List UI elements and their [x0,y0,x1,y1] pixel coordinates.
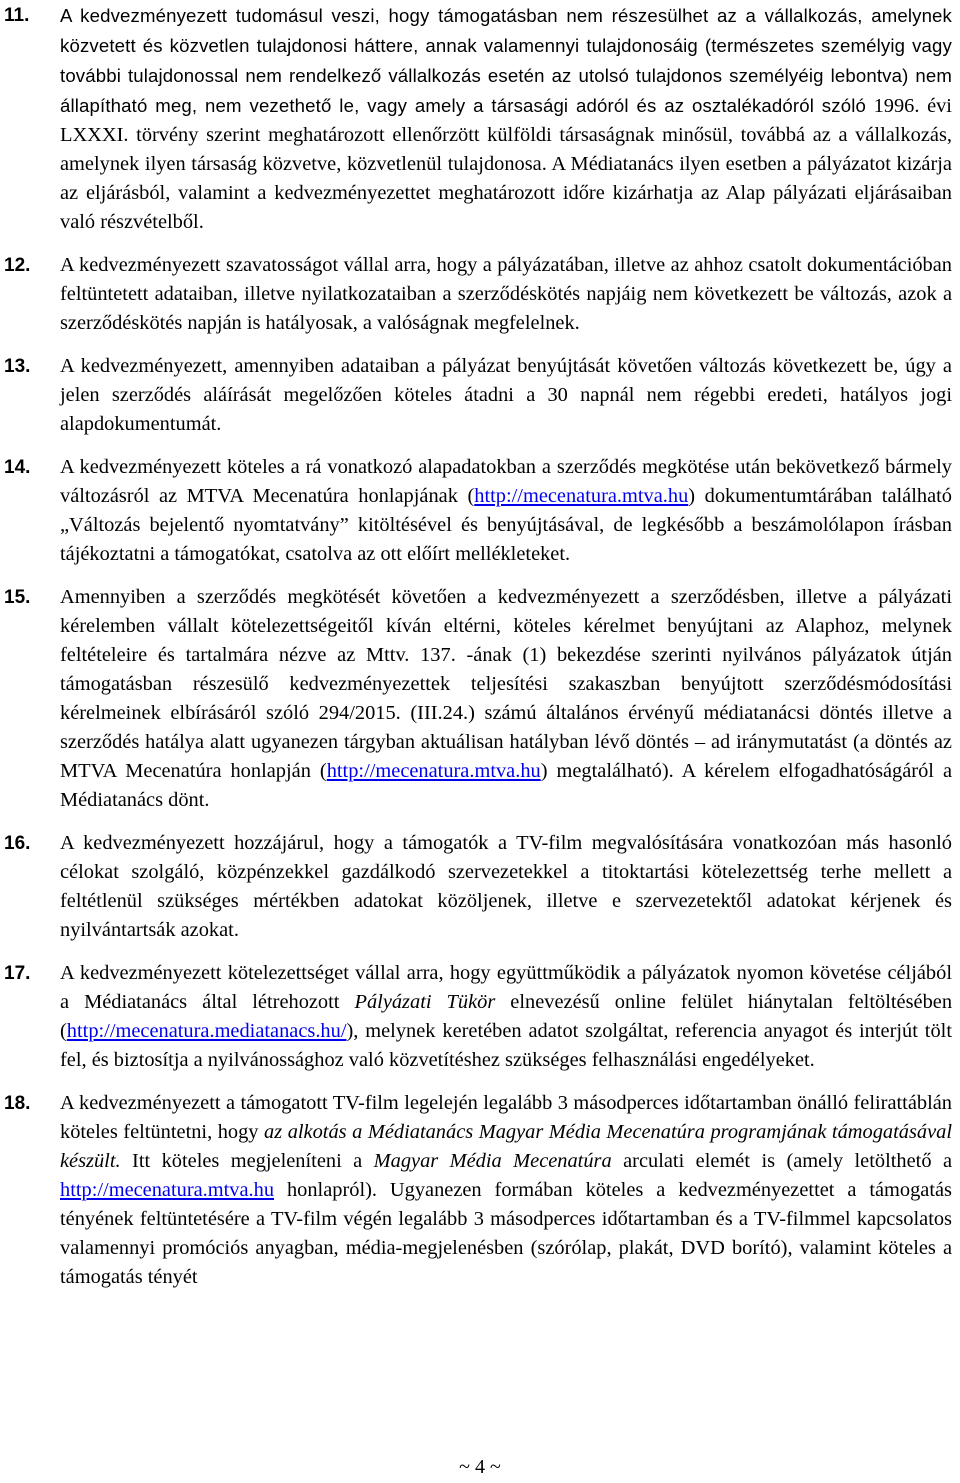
paragraph-14 [4,453,952,569]
paragraph-13 [4,352,952,439]
paragraph-text [60,583,952,815]
text-segment: Itt köteles megjeleníteni a [120,1150,374,1172]
paragraph-12 [4,251,952,338]
paragraph-11 [4,1,952,237]
text-segment: honlapról). Ugyanezen formában köteles a kedvezményezettet a támogatás tényének feltüntetésére a TV-film végén legalább 3 másodperces időtartamban és a TV-filmmel kapcsolatos valamennyi promóciós anyagban, média-megjelenésben (szórólap, plakát, DVD borító), valamint köteles a támogatás tényét [60,1179,952,1288]
paragraph-number: 12. [4,255,31,276]
paragraph-text: A kedvezményezett hozzájárul, hogy a támogatók a TV-film megvalósítására vonatkozóan más hasonló célokat szolgáló, közpénzekkel gazdálkodó szervezetekkel a titoktartási kötelezettség terhe mellett a feltétlenül szükséges mértékben adatokat közöljenek, illetve e szervezetektől adatokat kérjenek és nyilvántartsák azokat. [60,832,952,941]
text-segment: Amennyiben a szerződés megkötését követően a kedvezményezett a szerződésben, illetve a pályázati kérelemben vállalt kötelezettségeitől kíván eltérni, köteles kérelmet benyújtani az Alaphoz, melynek feltételeire és tartalmára nézve az Mttv. 137. -ának (1) bekezdése szerinti nyilvános pályázatok útján támogatásban részesülő kedvezményezettek teljesítési szakaszban benyújtott szerződésmódosítási kérelmeinek elbírásáról szóló 294/2015. (III.24.) számú általános érvényű médiatanácsi döntés illetve a szerződés hatálya alatt ugyanezen tárgyban aktuálisan hatályban lévő döntés – ad iránymutatást (a döntés az MTVA Mecenatúra honlapján ( [60,586,952,782]
text-segment: elnevezésű online felület hiánytalan feltöltésében ( [60,991,953,1042]
paragraph-15 [4,583,952,815]
text-segment: ), melynek keretében adatot szolgáltat, referencia anyagot és interjút tölt fel, és biztosítja a nyilvánossághoz való közvetítéshez szükséges felhasználási engedélyeket. [60,1020,952,1071]
paragraph-18 [4,1089,952,1292]
paragraph-text [60,453,952,569]
text-segment: A kedvezményezett kötelezettséget vállal arra, hogy együttműködik a pályázatok nyomon követése céljából a Médiatanács által létrehozott [60,962,952,1013]
italic-term: az alkotás a Médiatanács Magyar Média Mecenatúra programjának támogatásával készült. [60,1121,952,1172]
paragraph-17 [4,959,952,1075]
paragraph-text [60,1,952,237]
mecenatura-link[interactable]: http://mecenatura.mtva.hu [326,760,541,782]
paragraph-16 [4,829,952,945]
paragraph-number: 13. [4,356,31,377]
paragraph-text-serif-tail: A Médiatanács ilyen esetben a pályázatot kizárja az eljárásból, valamint a kedvezményezettet meghatározott időre kizárhatja az Alap pályázati eljárásaiban való részvételből. [60,153,952,233]
paragraph-number: 18. [4,1093,31,1114]
text-segment: A kedvezményezett köteles a rá vonatkozó alapadatokban a szerződés megkötése után bekövetkező bármely változásról az MTVA Mecenatúra honlapjának ( [60,456,952,507]
mecenatura-link[interactable]: http://mecenatura.mtva.hu [474,485,689,507]
text-segment: ) dokumentumtárában található „Változás bejelentő nyomtatvány” kitöltésével és benyújtásával, de legkésőbb a beszámolólapon írásban tájékoztatni a támogatókat, csatolva az ott előírt mellékleteket. [60,485,952,565]
paragraph-number: 14. [4,457,31,478]
paragraph-text [60,959,952,1075]
page-number-footer: ~ 4 ~ [459,1456,501,1478]
text-segment: arculati elemét is (amely letölthető a [611,1150,952,1172]
paragraph-number: 16. [4,833,31,854]
paragraph-text: A kedvezményezett, amennyiben adataiban a pályázat benyújtását követően változás következett be, úgy a jelen szerződés aláírását megelőzően köteles átadni a 30 napnál nem régebbi eredeti, hatályos jogi alapdokumentumát. [60,355,952,435]
text-segment: ) megtalálható). A kérelem elfogadhatóságáról a Médiatanács dönt. [60,760,952,811]
italic-term: Magyar Média Mecenatúra [373,1150,612,1172]
paragraph-text: A kedvezményezett szavatosságot vállal arra, hogy a pályázatában, illetve az ahhoz csatolt dokumentációban feltüntetett adataiban, illetve nyilatkozataiban a szerződéskötés napjáig nem következett be változás, azok a szerződéskötés napján is hatályosak, a valóságnak megfelelnek. [60,254,952,334]
paragraph-number: 17. [4,963,31,984]
italic-term: Pályázati Tükör [354,991,496,1013]
paragraph-text [60,1089,952,1292]
paragraph-number: 15. [4,587,31,608]
mediatanacs-link[interactable]: http://mecenatura.mediatanacs.hu/ [66,1020,347,1042]
paragraph-text-serif: 1996. évi LXXXI. törvény szerint meghatározott ellenőrzött külföldi társaságnak minősül, továbbá az a vállalkozás, amelynek ilyen társaság közvetve, közvetlenül tulajdonosa. [60,95,952,175]
mecenatura-link[interactable]: http://mecenatura.mtva.hu [60,1179,275,1201]
paragraph-number: 11. [4,5,30,26]
text-segment: A kedvezményezett a támogatott TV-film legelején legalább 3 másodperces időtartamban önálló felirattáblán köteles feltüntetni, hogy [60,1092,952,1143]
paragraph-text-sans: A kedvezményezett tudomásul veszi, hogy támogatásban nem részesülhet az a vállalkozás, amelynek közvetett és közvetlen tulajdonosi háttere, annak valamennyi tulajdonosáig (természetes személyig vagy további tulajdonossal nem rendelkező vállalkozás esetén az utolsó tulajdonos személyéig lebontva) nem állapítható meg, nem vezethető le, vagy amely a társasági adóról és az osztalékadóról szóló [60,5,952,116]
